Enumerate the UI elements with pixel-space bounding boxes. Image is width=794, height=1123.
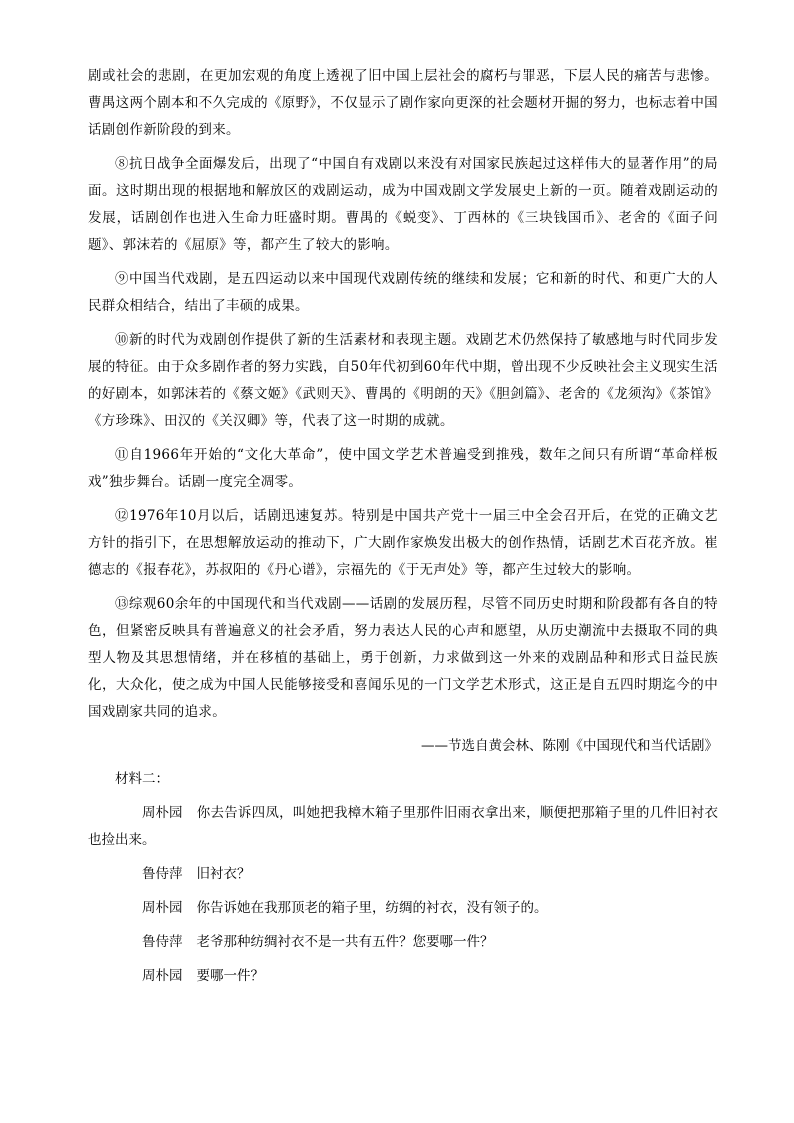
dialogue-text: 你告诉她在我那顶老的箱子里，纺绸的衬衣，没有领子的。 <box>196 900 548 916</box>
material-heading: 材料二： <box>115 771 169 787</box>
dialogue-line <box>88 929 718 956</box>
dialogue-line <box>88 800 718 854</box>
dialogue-line <box>88 963 718 990</box>
paragraph-continuation: 剧或社会的悲剧，在更加宏观的角度上透视了旧中国上层社会的腐朽与罪恶，下层人民的痛苦与悲惨。曹禺这两个剧本和不久完成的《原野》，不仅显示了剧作家向更深的社会题材开掘的努力，也标志着中国话剧创作新阶段的到来。 <box>88 68 718 138</box>
paragraph-13: ⑬综观60余年的中国现代和当代戏剧——话剧的发展历程，尽管不同历史时期和阶段都有各自的特色，但紧密反映具有普遍意义的社会矛盾，努力表达人民的心声和愿望，从历史潮流中去摄取不同的典型人物及其思想情绪，并在移植的基础上，勇于创新，力求做到这一外来的戏剧品种和形式日益民族化，大众化，使之成为中国人民能够接受和喜闻乐见的一门文学艺术形式，这正是自五四时期迄今的中国戏剧家共同的追求。 <box>88 596 718 720</box>
speaker-name: 周朴园 <box>142 900 183 916</box>
paragraph-11: ⑪自1966年开始的“文化大革命”，使中国文学艺术普遍受到推残，数年之间只有所谓“革命样板戏”独步舞台。话剧一度完全凋零。 <box>88 447 718 490</box>
source-citation: ——节选自黄会林、陈刚《中国现代和当代话剧》 <box>421 738 718 754</box>
dialogue-line <box>88 861 718 888</box>
dialogue-line <box>88 895 718 922</box>
dialogue-text: 老爷那种纺绸衬衣不是一共有五件？您要哪一件？ <box>196 934 494 950</box>
paragraph-12: ⑫1976年10月以后，话剧迅速复苏。特别是中国共产党十一届三中全会召开后，在党的正确文艺方针的指引下，在思想解放运动的推动下，广大剧作家焕发出极大的创作热情，话剧艺术百花齐放。崔德志的《报春花》，苏叔阳的《丹心谱》，宗福先的《于无声处》等，都产生过较大的影响。 <box>88 508 718 578</box>
speaker-name: 鲁侍萍 <box>142 866 183 882</box>
speaker-name: 周朴园 <box>142 805 183 821</box>
paragraph-8: ⑧抗日战争全面爆发后，出现了“中国自有戏剧以来没有对国家民族起过这样伟大的显著作用”的局面。这时期出现的根据地和解放区的戏剧运动，成为中国戏剧文学发展史上新的一页。随着戏剧运动的发展，话剧创作也进入生命力旺盛时期。曹禺的《蜕变》、丁西林的《三块钱国币》、老舍的《面子问题》、郭沫若的《屈原》等，都产生了较大的影响。 <box>88 156 718 253</box>
paragraph-10: ⑩新的时代为戏剧创作提供了新的生活素材和表现主题。戏剧艺术仍然保持了敏感地与时代同步发展的特征。由于众多剧作者的努力实践，自50年代初到60年代中期，曾出现不少反映社会主义现实生活的好剧本，如郭沫若的《蔡文姬》《武则天》、曹禺的《明朗的天》《胆剑篇》、老舍的《龙须沟》《茶馆》《方珍珠》、田汉的《关汉卿》等，代表了这一时期的成就。 <box>88 332 718 429</box>
dialogue-text: 旧衬衣？ <box>196 866 251 882</box>
paragraph-9: ⑨中国当代戏剧，是五四运动以来中国现代戏剧传统的继续和发展；它和新的时代、和更广大的人民群众相结合，结出了丰硕的成果。 <box>88 271 718 314</box>
speaker-name: 周朴园 <box>142 968 183 984</box>
document-page <box>88 63 718 997</box>
speaker-name: 鲁侍萍 <box>142 934 183 950</box>
dialogue-text: 你去告诉四凤，叫她把我樟木箱子里那件旧雨衣拿出来，顺便把那箱子里的几件旧衬衣也捡出来。 <box>88 805 718 848</box>
dialogue-text: 要哪一件？ <box>196 968 264 984</box>
